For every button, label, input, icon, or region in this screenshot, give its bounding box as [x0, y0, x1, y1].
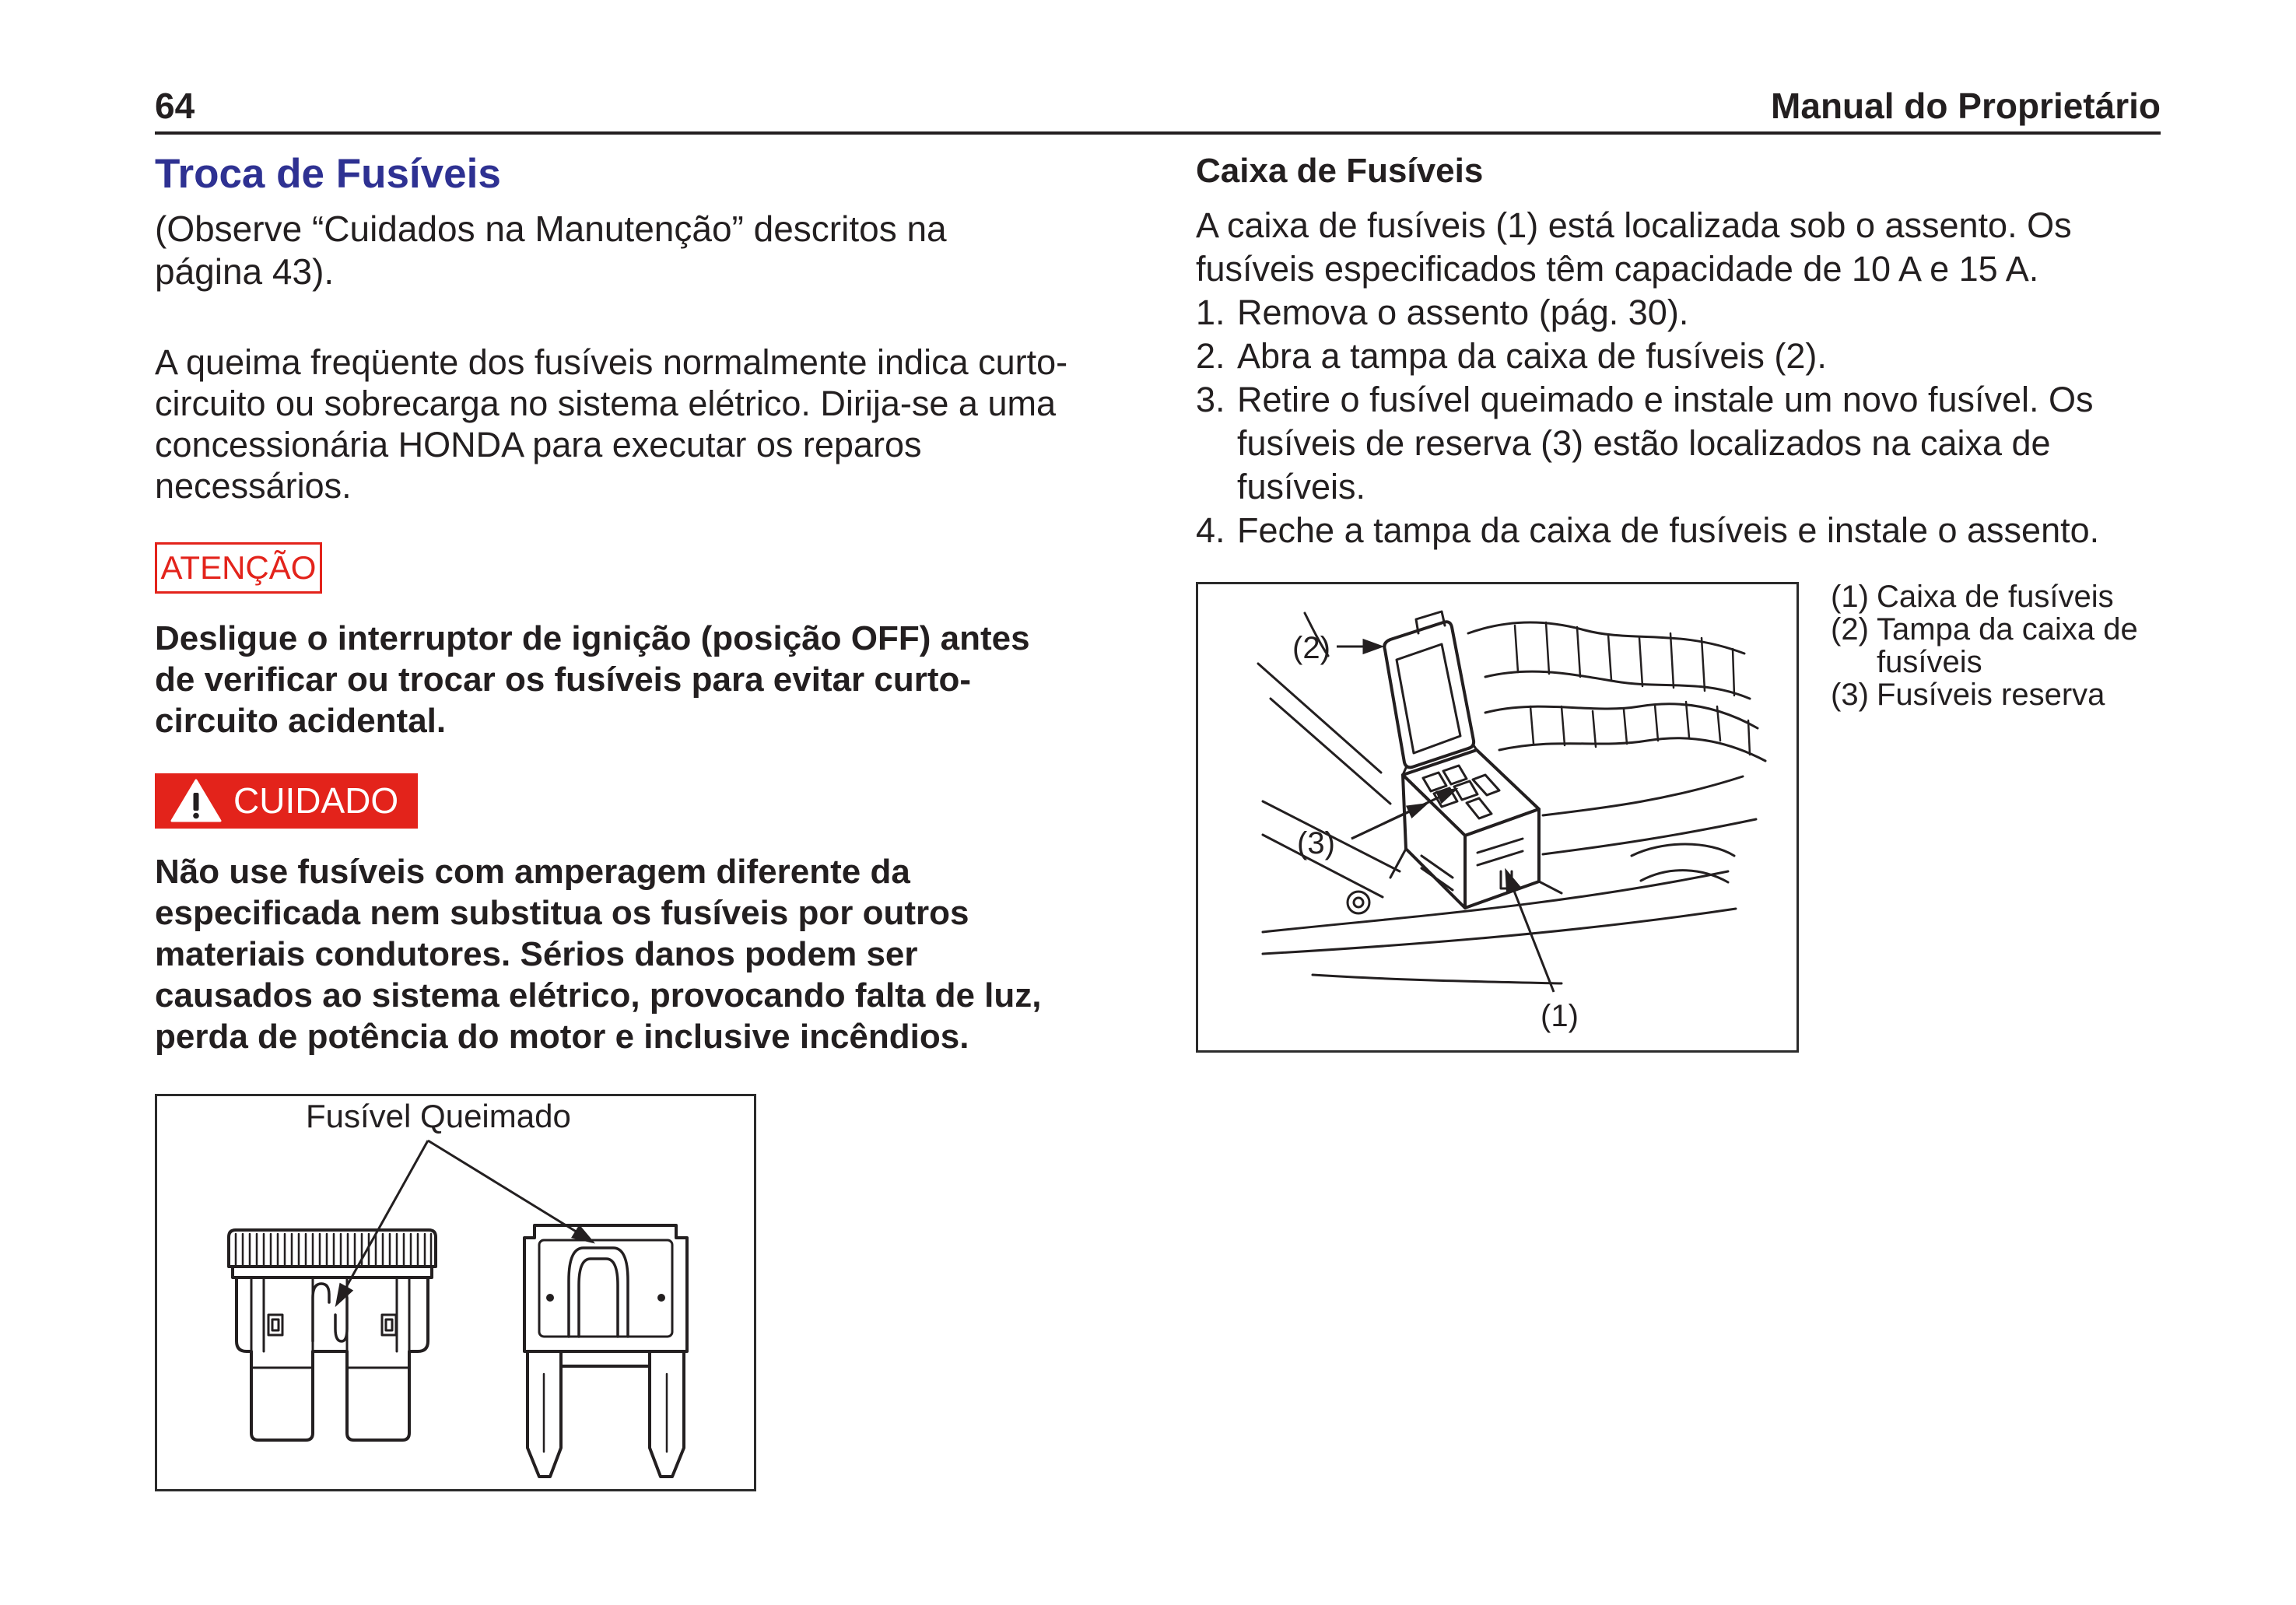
legend-line: Fusíveis reserva — [1877, 678, 2105, 712]
figure-label: Fusível Queimado — [306, 1098, 571, 1134]
paragraph-line: circuito ou sobrecarga no sistema elétrico. Dirija-se a uma — [155, 384, 1056, 423]
step-number: 1. — [1196, 293, 1225, 332]
step-text — [1237, 378, 2094, 509]
legend-text — [1877, 580, 2114, 613]
paragraph-line: concessionária HONDA para executar os reparos — [155, 425, 922, 464]
legend-number: (3) — [1831, 678, 1869, 712]
fuse-box-body — [1390, 750, 1562, 908]
fuse-box-illustration — [1196, 582, 1799, 1053]
subsection-title: Caixa de Fusíveis — [1196, 152, 1484, 190]
paragraph-line: A queima freqüente dos fusíveis normalmente indica curto- — [155, 342, 1068, 382]
figure-legend — [1831, 580, 2138, 711]
paragraph-line: especificada nem substitua os fusíveis por outros — [155, 894, 969, 932]
step-text — [1237, 335, 1827, 378]
paragraph-line: fusíveis especificados têm capacidade de 10 A e 15 A. — [1196, 249, 2039, 289]
callout-lid: (2) — [1292, 631, 1330, 665]
caution-label: CUIDADO — [233, 780, 399, 821]
caution-paragraph — [155, 851, 1041, 1057]
mini-fuse-rivet — [548, 1295, 552, 1300]
arrowhead-icon — [337, 1284, 352, 1304]
header-divider — [155, 131, 2161, 135]
pointer-line — [342, 1141, 428, 1295]
fuse-cap-band — [233, 1267, 432, 1277]
step-text — [1237, 509, 2099, 552]
step-number: 3. — [1196, 380, 1225, 419]
frame-bolt — [1348, 892, 1369, 913]
blown-fuse-figure — [155, 1094, 756, 1491]
legend-text — [1877, 678, 2105, 711]
mini-fuse-rivet — [659, 1295, 664, 1300]
step-number: 2. — [1196, 336, 1225, 376]
legend-item — [1831, 580, 2138, 613]
legend-text — [1877, 613, 2138, 678]
mini-fuse-drawing — [524, 1225, 687, 1477]
paragraph-line: materiais condutores. Sérios danos podem ser — [155, 935, 918, 973]
callout-spare-fuses: (3) — [1297, 826, 1335, 860]
step-line: Remova o assento (pág. 30). — [1237, 293, 1689, 332]
step-line: fusíveis de reserva (3) estão localizados na caixa de — [1237, 423, 2051, 463]
legend-line: Caixa de fusíveis — [1877, 580, 2114, 614]
legend-line: Tampa da caixa de — [1877, 612, 2138, 647]
caution-badge — [155, 773, 418, 829]
fuse-body-outline — [237, 1277, 428, 1440]
note-line: página 43). — [155, 251, 335, 292]
fuse-box-lid — [1384, 612, 1477, 775]
intro-paragraph — [155, 342, 1067, 506]
paragraph-line: perda de potência do motor e inclusive incêndios. — [155, 1018, 969, 1056]
legend-item — [1831, 613, 2138, 678]
blown-fuse-illustration — [155, 1094, 756, 1491]
page-number: 64 — [155, 86, 195, 126]
legend-number: (1) — [1831, 580, 1869, 614]
pointer-line — [428, 1141, 581, 1235]
legend-number: (2) — [1831, 612, 1869, 647]
step-line: Feche a tampa da caixa de fusíveis e instale o assento. — [1237, 510, 2100, 550]
running-header-title: Manual do Proprietário — [1771, 86, 2161, 126]
mini-fuse-body — [524, 1225, 687, 1351]
paragraph-line: A caixa de fusíveis (1) está localizada sob o assento. Os — [1196, 205, 2072, 245]
section-title: Troca de Fusíveis — [155, 151, 501, 197]
exclamation-dot — [193, 813, 199, 819]
terminal-holes — [268, 1315, 396, 1335]
step-item — [1196, 335, 2099, 378]
lid-outline — [1384, 622, 1474, 767]
paragraph-line: necessários. — [155, 466, 352, 506]
paragraph-line: causados ao sistema elétrico, provocando falta de luz, — [155, 976, 1042, 1015]
paragraph-line: circuito acidental. — [155, 702, 447, 740]
paragraph-line: Não use fusíveis com amperagem diferente da — [155, 853, 910, 891]
step-line: Retire o fusível queimado e instale um novo fusível. Os — [1237, 380, 2094, 419]
warning-triangle-icon — [170, 778, 223, 823]
wiring-harness — [1468, 622, 1765, 761]
frame-bolt-center — [1354, 898, 1363, 907]
step-item — [1196, 291, 2099, 335]
step-line: fusíveis. — [1237, 467, 1366, 506]
callout-fuse-box: (1) — [1541, 999, 1579, 1033]
step-number: 4. — [1196, 510, 1225, 550]
legend-line: fusíveis — [1877, 645, 1982, 679]
step-line: Abra a tampa da caixa de fusíveis (2). — [1237, 336, 1827, 376]
step-item — [1196, 509, 2099, 552]
paragraph-line: de verificar ou trocar os fusíveis para evitar curto- — [155, 661, 972, 699]
mini-fuse-blades — [528, 1351, 684, 1477]
attention-paragraph — [155, 618, 1030, 741]
exclamation-bar — [194, 793, 199, 811]
standard-fuse-drawing — [229, 1230, 436, 1440]
paragraph-line: Desligue o interruptor de ignição (posição OFF) antes — [155, 619, 1030, 657]
note-line: (Observe “Cuidados na Manutenção” descritos na — [155, 209, 947, 249]
maintenance-note — [155, 208, 947, 293]
attention-badge: ATENÇÃO — [155, 542, 322, 594]
fuse-box-instructions — [1196, 204, 2099, 552]
arrowhead-icon — [1364, 640, 1381, 653]
step-text — [1237, 291, 1688, 335]
step-item — [1196, 378, 2099, 509]
legend-item — [1831, 678, 2138, 711]
fuse-box-figure — [1196, 582, 1799, 1053]
